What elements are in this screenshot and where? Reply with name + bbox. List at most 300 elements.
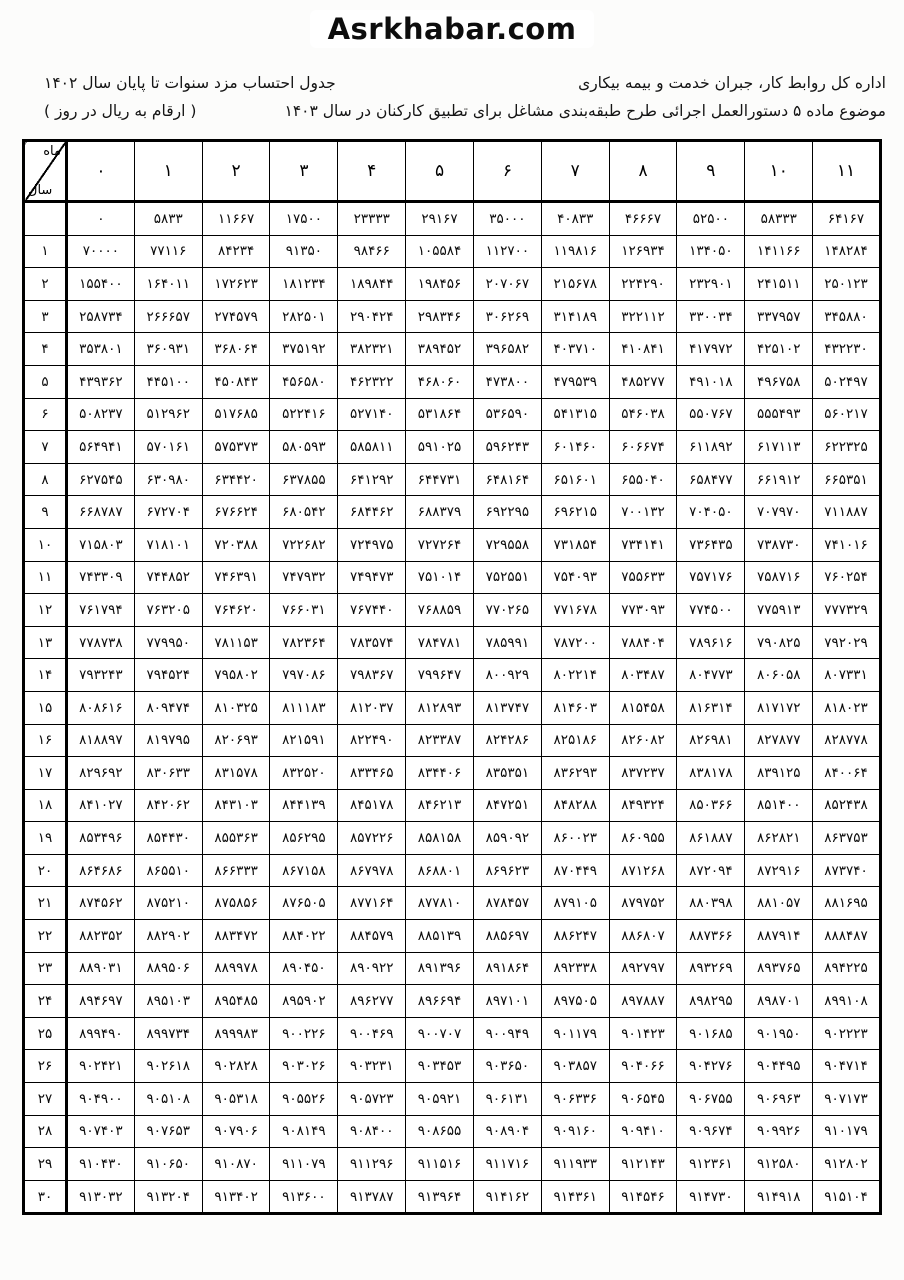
wage-cell: ۶۷۶۶۲۴ bbox=[202, 496, 270, 529]
wage-cell: ۵۴۱۳۱۵ bbox=[541, 398, 609, 431]
wage-cell: ۹۰۸۴۰۰ bbox=[338, 1115, 406, 1148]
header-line-1 bbox=[30, 76, 888, 92]
month-header-cell: ۱۰ bbox=[745, 141, 813, 202]
table-row bbox=[24, 235, 881, 268]
wage-cell: ۸۱۶۳۱۴ bbox=[677, 691, 745, 724]
wage-cell: ۳۴۵۸۸۰ bbox=[813, 300, 881, 333]
wage-cell: ۸۵۳۴۹۶ bbox=[67, 822, 135, 855]
wage-cell: ۸۶۹۶۲۳ bbox=[473, 854, 541, 887]
wage-cell: ۸۸۴۵۷۹ bbox=[338, 920, 406, 953]
wage-cell: ۷۸۳۵۷۴ bbox=[338, 626, 406, 659]
wage-cell: ۸۴۵۱۷۸ bbox=[338, 789, 406, 822]
wage-cell: ۹۰۳۴۵۳ bbox=[406, 1050, 474, 1083]
wage-cell: ۴۵۶۵۸۰ bbox=[270, 365, 338, 398]
wage-cell: ۹۰۵۳۱۸ bbox=[202, 1083, 270, 1116]
wage-cell: ۹۱۵۱۰۴ bbox=[813, 1180, 881, 1214]
wage-cell: ۷۹۴۵۲۴ bbox=[134, 659, 202, 692]
table-row bbox=[24, 268, 881, 301]
wage-cell: ۹۱۳۶۰۰ bbox=[270, 1180, 338, 1214]
wage-cell: ۷۷۵۹۱۳ bbox=[745, 594, 813, 627]
wage-cell: ۶۵۵۰۴۰ bbox=[609, 463, 677, 496]
wage-cell: ۵۱۷۶۸۵ bbox=[202, 398, 270, 431]
table-row bbox=[24, 1050, 881, 1083]
wage-cell: ۸۰۳۴۸۷ bbox=[609, 659, 677, 692]
table-row bbox=[24, 659, 881, 692]
wage-cell: ۸۹۷۸۸۷ bbox=[609, 985, 677, 1018]
year-cell: ۱۳ bbox=[24, 626, 67, 659]
wage-table bbox=[22, 139, 882, 1215]
wage-cell: ۸۳۵۳۵۱ bbox=[473, 757, 541, 790]
wage-cell: ۲۶۶۶۵۷ bbox=[134, 300, 202, 333]
wage-cell: ۱۷۲۶۲۳ bbox=[202, 268, 270, 301]
wage-cell: ۸۰۷۳۳۱ bbox=[813, 659, 881, 692]
wage-cell: ۶۰۱۴۶۰ bbox=[541, 431, 609, 464]
wage-cell: ۴۱۰۸۴۱ bbox=[609, 333, 677, 366]
wage-cell: ۷۹۷۰۸۶ bbox=[270, 659, 338, 692]
wage-cell: ۵۵۰۷۶۷ bbox=[677, 398, 745, 431]
wage-cell: ۶۸۴۴۶۲ bbox=[338, 496, 406, 529]
wage-cell: ۹۱۳۴۰۲ bbox=[202, 1180, 270, 1214]
header-table-title: جدول احتساب مزد سنوات تا پایان سال ۱۴۰۲ bbox=[44, 74, 336, 92]
wage-cell: ۸۸۵۶۹۷ bbox=[473, 920, 541, 953]
wage-cell: ۷۲۷۲۶۴ bbox=[406, 528, 474, 561]
year-cell: ۵ bbox=[24, 365, 67, 398]
wage-cell: ۷۰۷۹۷۰ bbox=[745, 496, 813, 529]
wage-cell: ۸۳۸۱۷۸ bbox=[677, 757, 745, 790]
wage-cell: ۸۴۷۲۵۱ bbox=[473, 789, 541, 822]
wage-cell: ۸۶۰۰۲۳ bbox=[541, 822, 609, 855]
wage-cell: ۵۸۰۵۹۳ bbox=[270, 431, 338, 464]
wage-cell: ۳۸۹۴۵۲ bbox=[406, 333, 474, 366]
wage-cell: ۸۹۷۵۰۵ bbox=[541, 985, 609, 1018]
month-header-cell: ۴ bbox=[338, 141, 406, 202]
wage-cell: ۷۹۰۸۲۵ bbox=[745, 626, 813, 659]
wage-cell: ۶۶۱۹۱۲ bbox=[745, 463, 813, 496]
wage-cell: ۳۹۶۵۸۲ bbox=[473, 333, 541, 366]
wage-cell: ۸۲۶۰۸۲ bbox=[609, 724, 677, 757]
wage-cell: ۶۰۶۶۷۴ bbox=[609, 431, 677, 464]
wage-cell: ۲۷۴۵۷۹ bbox=[202, 300, 270, 333]
wage-cell: ۸۴۴۱۳۹ bbox=[270, 789, 338, 822]
wage-cell: ۸۹۹۴۹۰ bbox=[67, 1017, 135, 1050]
wage-cell: ۹۰۷۴۰۳ bbox=[67, 1115, 135, 1148]
year-cell: ۱۵ bbox=[24, 691, 67, 724]
year-cell: ۲۷ bbox=[24, 1083, 67, 1116]
wage-cell: ۷۷۳۰۹۳ bbox=[609, 594, 677, 627]
site-banner-text: Asrkhabar.com bbox=[310, 10, 595, 48]
wage-cell: ۸۱۸۸۹۷ bbox=[67, 724, 135, 757]
wage-cell: ۹۱۱۲۹۶ bbox=[338, 1148, 406, 1181]
wage-cell: ۷۳۴۱۴۱ bbox=[609, 528, 677, 561]
wage-cell: ۸۰۹۴۷۴ bbox=[134, 691, 202, 724]
wage-cell: ۷۵۱۰۱۴ bbox=[406, 561, 474, 594]
wage-cell: ۹۱۳۲۰۴ bbox=[134, 1180, 202, 1214]
wage-cell: ۷۷۰۲۶۵ bbox=[473, 594, 541, 627]
wage-cell: ۸۳۹۱۲۵ bbox=[745, 757, 813, 790]
table-row bbox=[24, 1083, 881, 1116]
wage-cell: ۹۰۶۹۶۳ bbox=[745, 1083, 813, 1116]
wage-cell: ۸۹۱۸۶۴ bbox=[473, 952, 541, 985]
wage-cell: ۸۰۶۰۵۸ bbox=[745, 659, 813, 692]
wage-cell: ۹۰۲۴۲۱ bbox=[67, 1050, 135, 1083]
wage-cell: ۸۹۲۷۹۷ bbox=[609, 952, 677, 985]
wage-cell: ۸۶۵۵۱۰ bbox=[134, 854, 202, 887]
wage-table-body bbox=[24, 202, 881, 1214]
wage-cell: ۹۱۱۰۷۹ bbox=[270, 1148, 338, 1181]
wage-cell: ۸۹۳۷۶۵ bbox=[745, 952, 813, 985]
wage-cell: ۹۰۱۴۲۳ bbox=[609, 1017, 677, 1050]
wage-cell: ۸۸۹۹۷۸ bbox=[202, 952, 270, 985]
wage-cell: ۲۸۲۵۰۱ bbox=[270, 300, 338, 333]
table-row bbox=[24, 985, 881, 1018]
table-row bbox=[24, 528, 881, 561]
wage-cell: ۶۱۱۸۹۲ bbox=[677, 431, 745, 464]
wage-cell: ۶۶۸۷۸۷ bbox=[67, 496, 135, 529]
wage-cell: ۶۵۸۴۷۷ bbox=[677, 463, 745, 496]
wage-cell: ۶۶۵۳۵۱ bbox=[813, 463, 881, 496]
wage-cell: ۸۱۹۷۹۵ bbox=[134, 724, 202, 757]
wage-cell: ۵۷۵۳۷۳ bbox=[202, 431, 270, 464]
table-row bbox=[24, 952, 881, 985]
wage-cell: ۸۷۶۵۰۵ bbox=[270, 887, 338, 920]
wage-cell: ۹۰۹۶۷۴ bbox=[677, 1115, 745, 1148]
table-row bbox=[24, 887, 881, 920]
year-cell: ۴ bbox=[24, 333, 67, 366]
wage-cell: ۹۰۱۶۸۵ bbox=[677, 1017, 745, 1050]
wage-cell: ۱۳۴۰۵۰ bbox=[677, 235, 745, 268]
wage-cell: ۷۴۹۴۷۳ bbox=[338, 561, 406, 594]
wage-cell: ۳۱۴۱۸۹ bbox=[541, 300, 609, 333]
wage-cell: ۸۵۵۳۶۳ bbox=[202, 822, 270, 855]
wage-cell: ۷۴۱۰۱۶ bbox=[813, 528, 881, 561]
wage-cell: ۱۴۸۲۸۴ bbox=[813, 235, 881, 268]
wage-cell: ۴۹۱۰۱۸ bbox=[677, 365, 745, 398]
table-row bbox=[24, 822, 881, 855]
header-org-text: اداره کل روابط کار، جبران خدمت و بیمه بیکاری bbox=[578, 74, 886, 92]
wage-cell: ۸۹۸۷۰۱ bbox=[745, 985, 813, 1018]
wage-cell: ۸۱۸۰۲۳ bbox=[813, 691, 881, 724]
month-header-cell: ۳ bbox=[270, 141, 338, 202]
wage-cell: ۸۶۲۸۲۱ bbox=[745, 822, 813, 855]
wage-cell: ۸۱۷۱۷۲ bbox=[745, 691, 813, 724]
wage-cell: ۱۸۹۸۴۴ bbox=[338, 268, 406, 301]
year-cell: ۳۰ bbox=[24, 1180, 67, 1214]
wage-cell: ۷۷۸۷۳۸ bbox=[67, 626, 135, 659]
year-cell: ۷ bbox=[24, 431, 67, 464]
table-row bbox=[24, 1115, 881, 1148]
wage-cell: ۸۹۷۱۰۱ bbox=[473, 985, 541, 1018]
wage-cell: ۹۱۰۶۵۰ bbox=[134, 1148, 202, 1181]
wage-cell: ۷۲۹۵۵۸ bbox=[473, 528, 541, 561]
wage-cell: ۱۱۲۷۰۰ bbox=[473, 235, 541, 268]
wage-cell: ۷۶۶۰۳۱ bbox=[270, 594, 338, 627]
wage-cell: ۸۶۱۸۸۷ bbox=[677, 822, 745, 855]
month-header-cell: ۲ bbox=[202, 141, 270, 202]
wage-cell: ۸۵۰۳۶۶ bbox=[677, 789, 745, 822]
wage-cell: ۹۱۴۷۳۰ bbox=[677, 1180, 745, 1214]
wage-cell: ۶۳۰۹۸۰ bbox=[134, 463, 202, 496]
wage-cell: ۹۰۴۰۶۶ bbox=[609, 1050, 677, 1083]
wage-cell: ۸۸۶۲۴۷ bbox=[541, 920, 609, 953]
month-header-row bbox=[24, 141, 881, 202]
wage-cell: ۹۰۷۱۷۳ bbox=[813, 1083, 881, 1116]
wage-cell: ۷۷۴۵۰۰ bbox=[677, 594, 745, 627]
wage-cell: ۸۶۸۸۰۱ bbox=[406, 854, 474, 887]
year-cell: ۲۳ bbox=[24, 952, 67, 985]
wage-cell: ۸۷۴۵۶۲ bbox=[67, 887, 135, 920]
wage-cell: ۵۸۳۳۳ bbox=[745, 202, 813, 236]
wage-cell: ۷۸۲۳۶۴ bbox=[270, 626, 338, 659]
wage-cell: ۸۱۲۸۹۳ bbox=[406, 691, 474, 724]
wage-cell: ۹۰۶۳۳۶ bbox=[541, 1083, 609, 1116]
wage-cell: ۵۱۲۹۶۲ bbox=[134, 398, 202, 431]
wage-cell: ۷۹۸۳۶۷ bbox=[338, 659, 406, 692]
year-cell: ۲۵ bbox=[24, 1017, 67, 1050]
wage-cell: ۷۵۷۱۷۶ bbox=[677, 561, 745, 594]
wage-cell: ۸۶۰۹۵۵ bbox=[609, 822, 677, 855]
wage-cell: ۸۵۴۴۳۰ bbox=[134, 822, 202, 855]
wage-cell: ۸۱۰۳۲۵ bbox=[202, 691, 270, 724]
wage-cell: ۹۰۲۲۲۳ bbox=[813, 1017, 881, 1050]
wage-cell: ۱۵۵۴۰۰ bbox=[67, 268, 135, 301]
wage-cell: ۷۵۴۰۹۳ bbox=[541, 561, 609, 594]
wage-cell: ۹۰۶۷۵۵ bbox=[677, 1083, 745, 1116]
wage-cell: ۸۴۹۳۲۴ bbox=[609, 789, 677, 822]
wage-cell: ۸۳۱۵۷۸ bbox=[202, 757, 270, 790]
wage-cell: ۸۸۲۳۵۲ bbox=[67, 920, 135, 953]
wage-cell: ۸۶۷۱۵۸ bbox=[270, 854, 338, 887]
wage-cell: ۸۴۱۰۲۷ bbox=[67, 789, 135, 822]
wage-cell: ۵۰۲۴۹۷ bbox=[813, 365, 881, 398]
wage-cell: ۷۶۰۲۵۴ bbox=[813, 561, 881, 594]
wage-cell: ۹۰۸۶۵۵ bbox=[406, 1115, 474, 1148]
year-cell: ۱۷ bbox=[24, 757, 67, 790]
wage-cell: ۹۰۴۲۷۶ bbox=[677, 1050, 745, 1083]
wage-cell: ۸۱۳۷۴۷ bbox=[473, 691, 541, 724]
wage-cell: ۸۷۰۴۴۹ bbox=[541, 854, 609, 887]
year-cell bbox=[24, 202, 67, 236]
wage-cell: ۸۷۷۱۶۴ bbox=[338, 887, 406, 920]
wage-cell: ۹۰۱۹۵۰ bbox=[745, 1017, 813, 1050]
wage-cell: ۵۸۵۸۱۱ bbox=[338, 431, 406, 464]
wage-cell: ۸۷۸۴۵۷ bbox=[473, 887, 541, 920]
wage-cell: ۹۰۰۴۶۹ bbox=[338, 1017, 406, 1050]
year-cell: ۱ bbox=[24, 235, 67, 268]
wage-cell: ۷۷۹۹۵۰ bbox=[134, 626, 202, 659]
wage-cell: ۸۰۴۷۷۳ bbox=[677, 659, 745, 692]
wage-cell: ۱۰۵۵۸۴ bbox=[406, 235, 474, 268]
wage-cell: ۸۹۸۲۹۵ bbox=[677, 985, 745, 1018]
wage-cell: ۹۱۲۱۴۳ bbox=[609, 1148, 677, 1181]
wage-cell: ۸۸۱۰۵۷ bbox=[745, 887, 813, 920]
wage-cell: ۷۳۶۴۳۵ bbox=[677, 528, 745, 561]
wage-cell: ۸۸۳۴۷۲ bbox=[202, 920, 270, 953]
wage-cell: ۸۷۲۰۹۴ bbox=[677, 854, 745, 887]
year-cell: ۹ bbox=[24, 496, 67, 529]
wage-cell: ۸۹۰۹۲۲ bbox=[338, 952, 406, 985]
table-row bbox=[24, 691, 881, 724]
wage-cell: ۳۶۸۰۶۴ bbox=[202, 333, 270, 366]
wage-cell: ۸۲۷۸۷۷ bbox=[745, 724, 813, 757]
wage-cell: ۹۱۱۷۱۶ bbox=[473, 1148, 541, 1181]
wage-cell: ۸۵۶۲۹۵ bbox=[270, 822, 338, 855]
wage-cell: ۶۴۱۶۷ bbox=[813, 202, 881, 236]
wage-cell: ۷۹۵۸۰۲ bbox=[202, 659, 270, 692]
year-cell: ۲۴ bbox=[24, 985, 67, 1018]
wage-cell: ۷۷۱۶۷۸ bbox=[541, 594, 609, 627]
wage-cell: ۹۰۷۹۰۶ bbox=[202, 1115, 270, 1148]
wage-cell: ۸۹۹۹۸۳ bbox=[202, 1017, 270, 1050]
wage-cell: ۸۳۳۴۶۵ bbox=[338, 757, 406, 790]
wage-cell: ۸۰۲۲۱۴ bbox=[541, 659, 609, 692]
wage-cell: ۸۳۶۲۹۳ bbox=[541, 757, 609, 790]
wage-cell: ۹۰۸۹۰۴ bbox=[473, 1115, 541, 1148]
wage-cell: ۹۰۴۴۹۵ bbox=[745, 1050, 813, 1083]
wage-cell: ۳۶۰۹۳۱ bbox=[134, 333, 202, 366]
wage-cell: ۱۴۱۱۶۶ bbox=[745, 235, 813, 268]
year-cell: ۱۶ bbox=[24, 724, 67, 757]
wage-cell: ۷۱۵۸۰۳ bbox=[67, 528, 135, 561]
wage-cell: ۸۹۵۹۰۲ bbox=[270, 985, 338, 1018]
wage-cell: ۸۲۴۲۸۶ bbox=[473, 724, 541, 757]
year-cell: ۲۱ bbox=[24, 887, 67, 920]
wage-cell: ۶۸۰۵۴۲ bbox=[270, 496, 338, 529]
wage-cell: ۸۳۷۲۳۷ bbox=[609, 757, 677, 790]
wage-cell: ۲۱۵۶۷۸ bbox=[541, 268, 609, 301]
wage-cell: ۹۰۹۹۲۶ bbox=[745, 1115, 813, 1148]
wage-cell: ۳۵۰۰۰ bbox=[473, 202, 541, 236]
wage-cell: ۳۰۶۲۶۹ bbox=[473, 300, 541, 333]
wage-cell: ۸۹۶۶۹۴ bbox=[406, 985, 474, 1018]
wage-cell: ۴۸۵۲۷۷ bbox=[609, 365, 677, 398]
wage-cell: ۸۳۴۴۰۶ bbox=[406, 757, 474, 790]
wage-cell: ۹۱۳۹۶۴ bbox=[406, 1180, 474, 1214]
doc-header bbox=[0, 62, 904, 137]
site-banner bbox=[0, 0, 904, 62]
table-row bbox=[24, 365, 881, 398]
year-cell: ۱۱ bbox=[24, 561, 67, 594]
wage-cell: ۳۸۲۳۲۱ bbox=[338, 333, 406, 366]
wage-cell: ۴۳۹۳۶۲ bbox=[67, 365, 135, 398]
header-subject-text: موضوع ماده ۵ دستورالعمل اجرائی طرح طبقه‌بندی مشاغل برای تطبیق کارکنان در سال ۱۴۰۳ bbox=[284, 101, 886, 120]
table-row bbox=[24, 789, 881, 822]
wage-cell: ۸۸۷۹۱۴ bbox=[745, 920, 813, 953]
wage-cell: ۹۰۶۱۳۱ bbox=[473, 1083, 541, 1116]
wage-cell: ۶۴۸۱۶۴ bbox=[473, 463, 541, 496]
month-header-cell: ۰ bbox=[67, 141, 135, 202]
wage-cell: ۷۵۵۶۳۳ bbox=[609, 561, 677, 594]
wage-cell: ۷۵۸۷۱۶ bbox=[745, 561, 813, 594]
wage-cell: ۵۲۵۰۰ bbox=[677, 202, 745, 236]
month-header-cell: ۱۱ bbox=[813, 141, 881, 202]
wage-cell: ۸۴۲۰۶۲ bbox=[134, 789, 202, 822]
wage-cell: ۵۶۴۹۴۱ bbox=[67, 431, 135, 464]
year-cell: ۱۲ bbox=[24, 594, 67, 627]
wage-cell: ۹۰۵۵۲۶ bbox=[270, 1083, 338, 1116]
wage-cell: ۲۹۱۶۷ bbox=[406, 202, 474, 236]
wage-cell: ۱۶۴۰۱۱ bbox=[134, 268, 202, 301]
wage-cell: ۶۹۲۲۹۵ bbox=[473, 496, 541, 529]
wage-cell: ۱۷۵۰۰ bbox=[270, 202, 338, 236]
wage-cell: ۶۴۴۷۳۱ bbox=[406, 463, 474, 496]
table-row bbox=[24, 724, 881, 757]
month-header-cell: ۹ bbox=[677, 141, 745, 202]
wage-cell: ۹۱۱۹۳۳ bbox=[541, 1148, 609, 1181]
wage-cell: ۷۱۸۱۰۱ bbox=[134, 528, 202, 561]
wage-cell: ۸۷۹۱۰۵ bbox=[541, 887, 609, 920]
table-row bbox=[24, 333, 881, 366]
wage-cell: ۸۷۱۲۶۸ bbox=[609, 854, 677, 887]
wage-cell: ۸۹۲۳۳۸ bbox=[541, 952, 609, 985]
wage-cell: ۹۰۹۴۱۰ bbox=[609, 1115, 677, 1148]
wage-cell: ۹۰۳۸۵۷ bbox=[541, 1050, 609, 1083]
wage-cell: ۷۲۰۳۸۸ bbox=[202, 528, 270, 561]
wage-cell: ۲۹۸۳۴۶ bbox=[406, 300, 474, 333]
wage-cell: ۷۶۱۷۹۴ bbox=[67, 594, 135, 627]
wage-cell: ۷۹۳۲۴۳ bbox=[67, 659, 135, 692]
wage-cell: ۸۱۵۴۵۸ bbox=[609, 691, 677, 724]
wage-cell: ۷۲۲۶۸۲ bbox=[270, 528, 338, 561]
wage-cell: ۶۳۷۸۵۵ bbox=[270, 463, 338, 496]
wage-cell: ۰ bbox=[67, 202, 135, 236]
wage-cell: ۹۰۹۱۶۰ bbox=[541, 1115, 609, 1148]
wage-cell: ۷۵۲۵۵۱ bbox=[473, 561, 541, 594]
wage-cell: ۸۸۲۹۰۲ bbox=[134, 920, 202, 953]
month-header-cell: ۱ bbox=[134, 141, 202, 202]
wage-cell: ۸۶۳۷۵۳ bbox=[813, 822, 881, 855]
wage-cell: ۴۹۶۷۵۸ bbox=[745, 365, 813, 398]
wage-cell: ۷۸۵۹۹۱ bbox=[473, 626, 541, 659]
wage-cell: ۸۲۸۷۷۸ bbox=[813, 724, 881, 757]
wage-cell: ۸۸۷۳۶۶ bbox=[677, 920, 745, 953]
wage-cell: ۹۱۴۳۶۱ bbox=[541, 1180, 609, 1214]
wage-cell: ۸۹۴۶۹۷ bbox=[67, 985, 135, 1018]
wage-cell: ۸۶۶۳۳۳ bbox=[202, 854, 270, 887]
wage-cell: ۳۳۷۹۵۷ bbox=[745, 300, 813, 333]
wage-cell: ۸۹۵۴۸۵ bbox=[202, 985, 270, 1018]
wage-cell: ۶۴۱۲۹۲ bbox=[338, 463, 406, 496]
wage-cell: ۸۲۵۱۸۶ bbox=[541, 724, 609, 757]
corner-year-label: سال bbox=[28, 183, 53, 198]
year-cell: ۸ bbox=[24, 463, 67, 496]
wage-cell: ۹۰۳۶۵۰ bbox=[473, 1050, 541, 1083]
wage-cell: ۸۹۶۲۷۷ bbox=[338, 985, 406, 1018]
wage-cell: ۸۴۳۱۰۳ bbox=[202, 789, 270, 822]
wage-cell: ۹۸۴۶۶ bbox=[338, 235, 406, 268]
wage-cell: ۲۵۸۷۳۴ bbox=[67, 300, 135, 333]
wage-cell: ۸۸۹۰۳۱ bbox=[67, 952, 135, 985]
wage-cell: ۸۲۹۶۹۲ bbox=[67, 757, 135, 790]
wage-cell: ۷۸۴۷۸۱ bbox=[406, 626, 474, 659]
wage-cell: ۴۰۳۷۱۰ bbox=[541, 333, 609, 366]
wage-cell: ۸۵۲۴۳۸ bbox=[813, 789, 881, 822]
wage-cell: ۱۱۶۶۷ bbox=[202, 202, 270, 236]
wage-cell: ۹۰۵۷۲۳ bbox=[338, 1083, 406, 1116]
year-cell: ۲ bbox=[24, 268, 67, 301]
wage-cell: ۸۹۱۳۹۶ bbox=[406, 952, 474, 985]
wage-cell: ۹۱۳۵۰ bbox=[270, 235, 338, 268]
wage-cell: ۶۸۸۳۷۹ bbox=[406, 496, 474, 529]
wage-cell: ۱۲۶۹۳۴ bbox=[609, 235, 677, 268]
wage-cell: ۹۱۲۳۶۱ bbox=[677, 1148, 745, 1181]
wage-cell: ۸۱۲۰۳۷ bbox=[338, 691, 406, 724]
wage-cell: ۷۷۷۳۲۹ bbox=[813, 594, 881, 627]
wage-cell: ۵۹۱۰۲۵ bbox=[406, 431, 474, 464]
wage-cell: ۹۰۵۹۲۱ bbox=[406, 1083, 474, 1116]
table-row bbox=[24, 626, 881, 659]
wage-cell: ۵۵۵۴۹۳ bbox=[745, 398, 813, 431]
wage-cell: ۵۶۰۲۱۷ bbox=[813, 398, 881, 431]
